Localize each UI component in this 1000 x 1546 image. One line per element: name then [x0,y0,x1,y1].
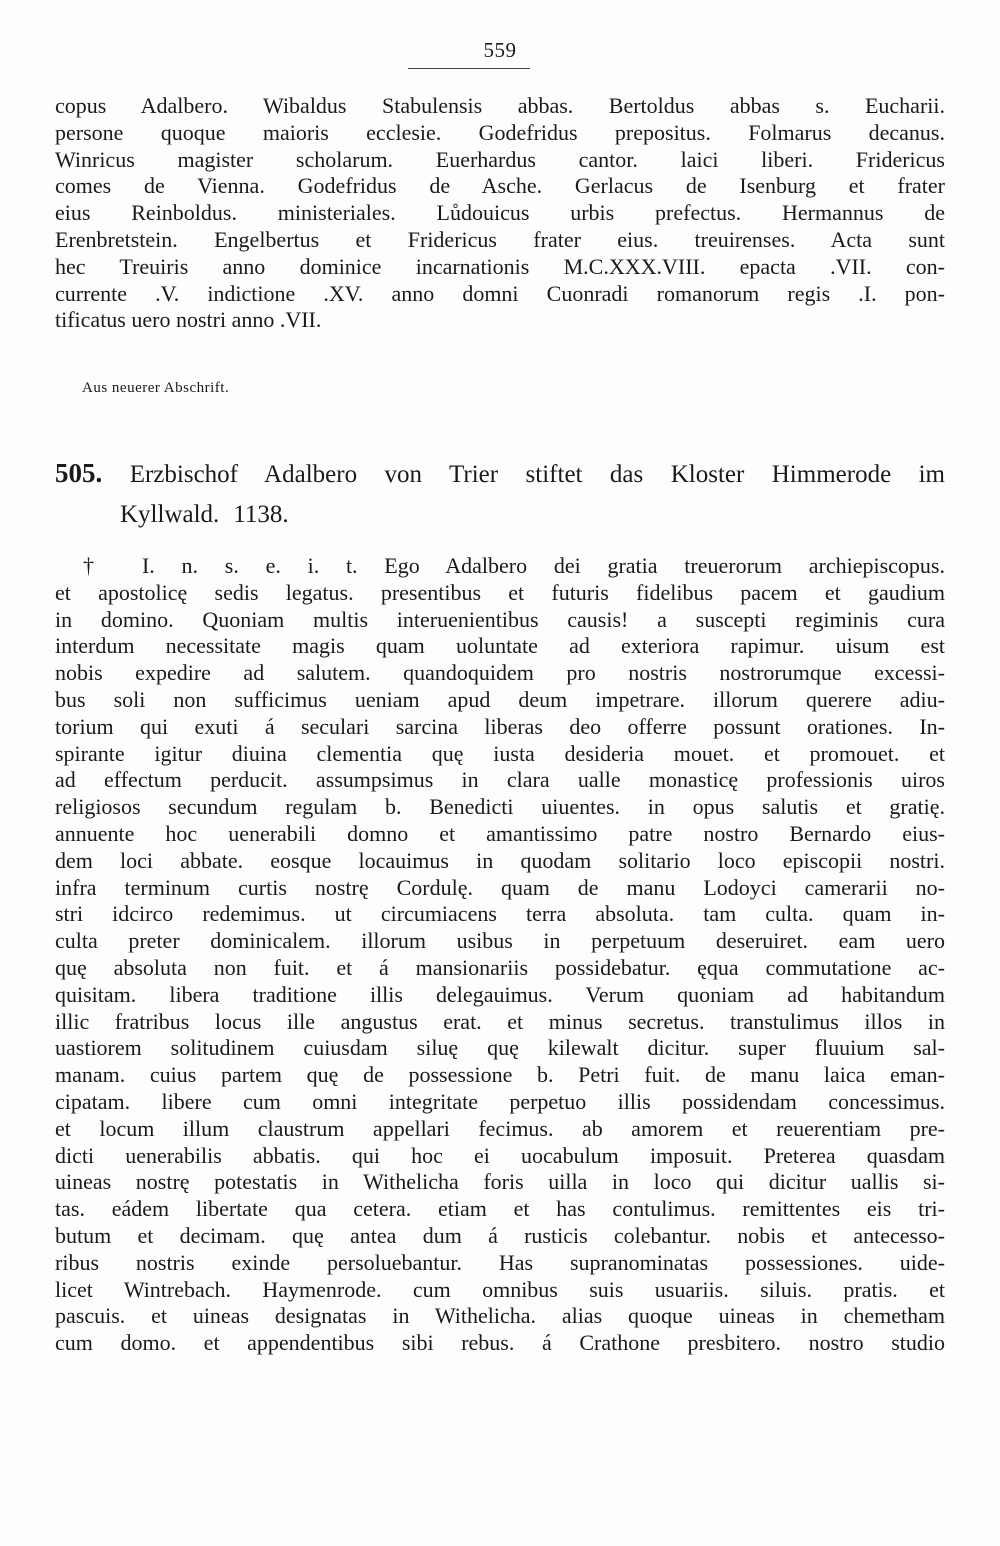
text-line: culta preter dominicalem. illorum usibus in perpetuum deseruiret. eam uero [55,928,945,954]
document-title-line1: Erzbischof Adalbero von Trier stiftet das Kloster Himmerode im [129,461,945,488]
text-line: comes de Vienna. Godefridus de Asche. Gerlacus de Isenburg et frater [55,173,945,199]
text-line: Erenbretstein. Engelbertus et Fridericus frater eius. treuirenses. Acta sunt [55,226,945,252]
top-text-block [55,93,945,334]
text-line: spirante igitur diuina clementia quę iusta desideria mouet. et promouet. et [55,740,945,766]
document-year: 1138. [233,501,289,528]
text-line: tas. eádem libertate qua cetera. etiam et has contulimus. remittentes eis tri- [55,1196,945,1222]
text-line: religiosos secundum regulam b. Benedicti uiuentes. in opus salutis et gratię. [55,794,945,820]
document-title-line2: Kyllwald. [120,501,220,528]
text-line: † I. n. s. e. i. t. Ego Adalbero dei gratia treuerorum archiepiscopus. [83,553,945,578]
heading-line-1 [55,452,945,494]
text-line: currente .V. indictione .XV. anno domni Cuonradi romanorum regis .I. pon- [55,280,945,306]
header-rule [408,68,530,69]
text-line: cipatam. libere cum omni integritate perpetuo illis possidendam concessimus. [55,1088,945,1114]
page-number: 559 [483,38,517,62]
text-line: dem loci abbate. eosque locauimus in quodam solitario loco episcopii nostri. [55,847,945,873]
text-line: quisitam. libera traditione illis delegauimus. Verum quoniam ad habitandum [55,981,945,1007]
text-line: manam. cuius partem quę de possessione b. Petri fuit. de manu laica eman- [55,1062,945,1088]
text-line: annuente hoc uenerabili domno et amantissimo patre nostro Bernardo eius- [55,820,945,846]
text-line: torium qui exuti á seculari sarcina liberas deo offerre possunt orationes. In- [55,713,945,739]
source-note: Aus neuerer Abschrift. [82,380,230,396]
text-line: bus soli non sufficimus ueniam apud deum impetrare. illorum querere adiu- [55,686,945,712]
charter-body [55,553,945,1357]
document-number: 505. [55,458,103,488]
text-line: et apostolicę sedis legatus. presentibus et futuris fidelibus pacem et gaudium [55,579,945,605]
text-line: eius Reinboldus. ministeriales. Lůdouicus urbis prefectus. Hermannus de [55,200,945,226]
text-line: tificatus uero nostri anno .VII. [55,307,322,333]
text-line: stri idcirco redemimus. ut circumiacens terra absoluta. tam culta. quam in- [55,901,945,927]
text-line: infra terminum curtis nostrę Cordulę. quam de manu Lodoyci camerarii no- [55,874,945,900]
text-line: cum domo. et appendentibus sibi rebus. á Crathone presbitero. nostro studio [55,1330,945,1356]
text-line: pascuis. et uineas designatas in Withelicha. alias quoque uineas in chemetham [55,1303,945,1329]
text-line: dicti uenerabilis abbatis. qui hoc ei uocabulum imposuit. Preterea quasdam [55,1142,945,1168]
text-line: licet Wintrebach. Haymenrode. cum omnibus suis usuariis. siluis. pratis. et [55,1276,945,1302]
text-line: copus Adalbero. Wibaldus Stabulensis abbas. Bertoldus abbas s. Eucharii. [55,93,945,118]
text-line: uastiorem solitudinem cuiusdam siluę quę kilewalt dicitur. super fluuium sal- [55,1035,945,1061]
text-line: nobis expedire ad salutem. quandoquidem pro nostris nostrorumque excessi- [55,660,945,686]
text-line: et locum illum claustrum appellari fecimus. ab amorem et reuerentiam pre- [55,1115,945,1141]
text-line: butum et decimam. quę antea dum á rusticis colebantur. nobis et antecesso- [55,1222,945,1248]
text-line: quę absoluta non fuit. et á mansionariis possidebatur. ęqua commutatione ac- [55,954,945,980]
text-line: uineas nostrę potestatis in Withelicha foris uilla in loco qui dicitur uallis si- [55,1169,945,1195]
text-line: ad effectum perducit. assumpsimus in clara ualle monasticę professionis uiros [55,767,945,793]
heading-line-2 [55,494,945,536]
text-line: hec Treuiris anno dominice incarnationis M.C.XXX.VIII. epacta .VII. con- [55,253,945,279]
text-line: ribus nostris exinde persoluebantur. Has supranominatas possessiones. uide- [55,1249,945,1275]
text-line: Winricus magister scholarum. Euerhardus cantor. laici liberi. Fridericus [55,146,945,172]
text-line: persone quoque maioris ecclesie. Godefridus prepositus. Folmarus decanus. [55,119,945,145]
text-line: interdum necessitate magis quam uoluntate ad exteriora rapimur. uisum est [55,633,945,659]
document-heading [55,452,945,536]
text-line: illic fratribus locus ille angustus erat. et minus secretus. transtulimus illos in [55,1008,945,1034]
text-line: in domino. Quoniam multis interuenientibus causis! a suscepti regiminis cura [55,606,945,632]
